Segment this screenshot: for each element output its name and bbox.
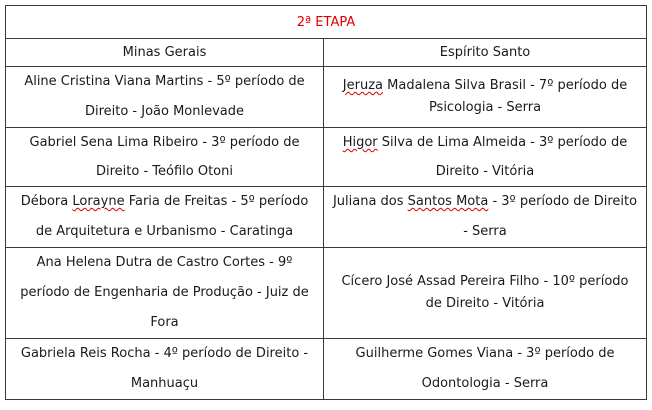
cell-text: Gabriel Sena Lima Ribeiro - 3º período de Direito - Teófilo Otoni [29, 135, 300, 179]
table-cell [6, 248, 324, 339]
table-cell [324, 67, 647, 128]
spellcheck-underlined-word: Lorayne [72, 194, 125, 209]
header-espirito-santo: Espírito Santo [324, 39, 647, 67]
table-cell [6, 128, 324, 187]
cell-text-rest: Silva de Lima Almeida - 3º período de Direito - Vitória [377, 135, 628, 179]
table-cell [324, 248, 647, 339]
spellcheck-underlined-word: Jeruza [342, 78, 383, 93]
table-row [6, 339, 647, 400]
cell-text-part: Débora [20, 194, 73, 209]
cell-text-part: Faria de Freitas - 5º período de Arquitetura e Urbanismo - Caratinga [35, 194, 309, 239]
table-cell [324, 339, 647, 400]
table-row [6, 67, 647, 128]
table-cell [6, 339, 324, 400]
table-cell [6, 187, 324, 248]
table-row [6, 187, 647, 248]
cell-text-part: - 3º período de Direito - Serra [463, 194, 638, 239]
cell-text: Guilherme Gomes Viana - 3º período de Odontologia - Serra [355, 346, 615, 391]
cell-text [332, 75, 638, 119]
cell-text: Gabriela Reis Rocha - 4º período de Direito - Manhuaçu [20, 346, 309, 391]
table-row [6, 128, 647, 187]
table-row [6, 248, 647, 339]
table-cell [6, 67, 324, 128]
cell-text: Cícero José Assad Pereira Filho - 10º período de Direito - Vitória [341, 274, 629, 311]
spellcheck-underlined-word: Santos Mota [407, 194, 489, 209]
title-row [6, 6, 647, 39]
table-cell [324, 187, 647, 248]
cell-text [332, 128, 638, 186]
cell-text [332, 187, 638, 247]
cell-text-part: Juliana dos [332, 194, 408, 209]
table-cell [324, 128, 647, 187]
etapa-table [5, 5, 647, 400]
cell-text: Ana Helena Dutra de Castro Cortes - 9º período de Engenharia de Produção - Juiz de Fora [20, 255, 309, 330]
cell-text-rest: Madalena Silva Brasil - 7º período de Psicologia - Serra [383, 78, 628, 115]
cell-text [14, 187, 315, 247]
spellcheck-underlined-word: Higor [342, 135, 378, 150]
header-row [6, 39, 647, 67]
header-minas-gerais: Minas Gerais [6, 39, 324, 67]
table-title: 2ª ETAPA [6, 6, 647, 39]
cell-text: Aline Cristina Viana Martins - 5º período de Direito - João Monlevade [24, 74, 305, 119]
